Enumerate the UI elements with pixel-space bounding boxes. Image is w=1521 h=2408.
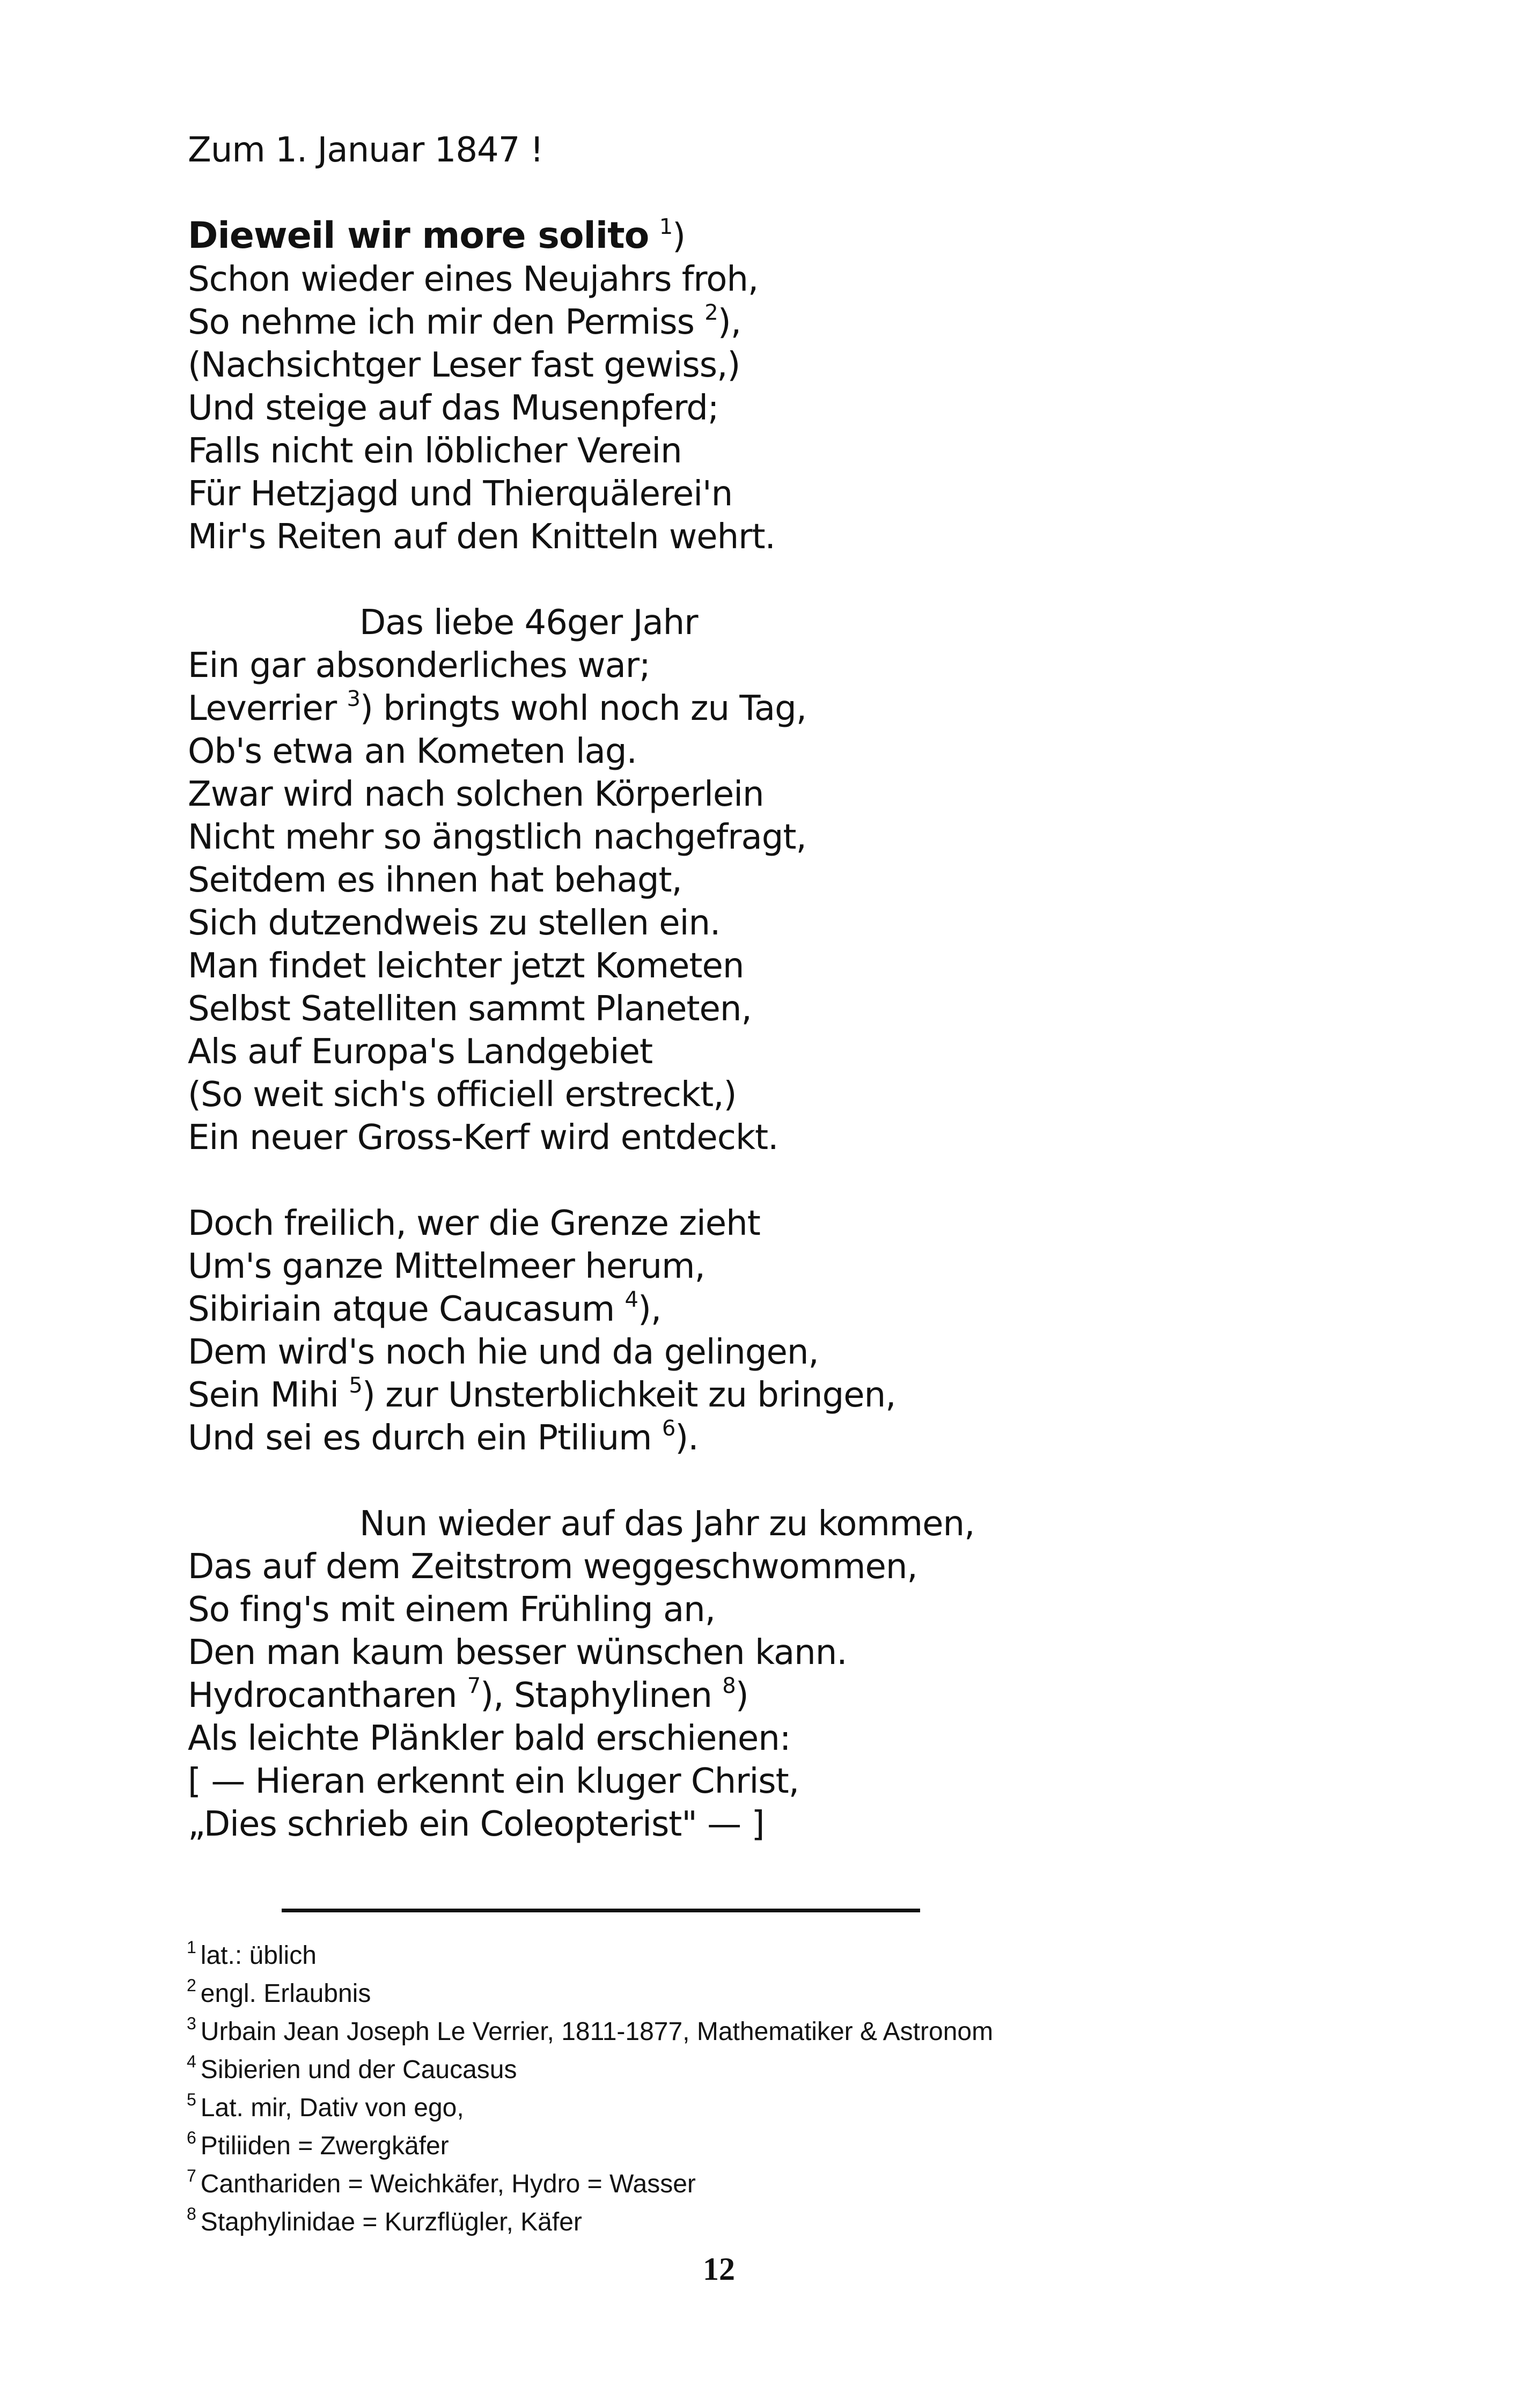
verse-line — [188, 1202, 1368, 1245]
verse-text: Als leichte Plänkler bald erschienen: — [188, 1719, 791, 1758]
verse-line — [188, 687, 1368, 730]
verse-text: „Dies schrieb ein Coleopterist" — ] — [188, 1805, 765, 1844]
verse-line — [188, 601, 1368, 644]
poem-body — [188, 129, 1368, 1846]
verse-text: ), — [717, 303, 741, 342]
footnote-item — [187, 2165, 1421, 2203]
footnote-text: engl. Erlaubnis — [200, 1979, 371, 2008]
footnote-ref: 5 — [349, 1373, 362, 1398]
footnote-number: 5 — [187, 2090, 196, 2109]
verse-line — [188, 1503, 1368, 1545]
footnote-item — [187, 2127, 1421, 2165]
verse-text: Sich dutzendweis zu stellen ein. — [188, 903, 721, 943]
verse-text: Sibiriain atque Caucasum — [188, 1290, 625, 1329]
footnote-ref: 4 — [624, 1287, 638, 1312]
verse-text: Doch freilich, wer die Grenze zieht — [188, 1204, 760, 1243]
poem-heading — [188, 215, 1368, 258]
footnote-item — [187, 2203, 1421, 2241]
verse-line — [188, 1803, 1368, 1846]
footnote-number: 6 — [187, 2128, 196, 2147]
footnote-number: 4 — [187, 2052, 196, 2071]
footnote-item — [187, 2013, 1421, 2051]
page-number: 12 — [703, 2251, 735, 2287]
verse-line — [188, 1288, 1368, 1331]
verse-line — [188, 730, 1368, 773]
verse-line — [188, 516, 1368, 558]
verse-line — [188, 1674, 1368, 1717]
verse-text: Und steige auf das Musenpferd; — [188, 388, 719, 428]
stanza-1 — [188, 258, 1368, 558]
footnote-text: Lat. mir, Dativ von ego, — [200, 2094, 464, 2122]
verse-line — [188, 816, 1368, 859]
footnote-separator — [282, 1909, 920, 1912]
verse-line — [188, 473, 1368, 516]
verse-line — [188, 1331, 1368, 1374]
footnote-item — [187, 2089, 1421, 2127]
verse-line — [188, 1030, 1368, 1073]
verse-line — [188, 344, 1368, 387]
verse-line — [188, 1588, 1368, 1631]
blank-line — [188, 1460, 1368, 1503]
verse-line — [188, 1073, 1368, 1116]
verse-text: (Nachsichtger Leser fast gewiss,) — [188, 345, 740, 385]
footnote-number: 1 — [187, 1938, 196, 1957]
verse-line — [188, 1417, 1368, 1460]
footnote-text: Sibierien und der Caucasus — [200, 2056, 517, 2084]
verse-line — [188, 945, 1368, 988]
footnote-ref: 8 — [722, 1674, 736, 1698]
verse-line — [188, 1116, 1368, 1159]
blank-line — [188, 558, 1368, 601]
verse-text: ), — [637, 1290, 662, 1329]
verse-text: Ein neuer Gross-Kerf wird entdeckt. — [188, 1118, 778, 1158]
stanza-2 — [188, 601, 1368, 1159]
verse-text: (So weit sich's officiell erstreckt,) — [188, 1075, 737, 1115]
verse-text: Nicht mehr so ängstlich nachgefragt, — [188, 818, 806, 857]
verse-line — [188, 1245, 1368, 1288]
verse-text: Das liebe 46ger Jahr — [359, 603, 698, 643]
footnote-item — [187, 1936, 1421, 1975]
verse-text: Ob's etwa an Kometen lag. — [188, 732, 637, 771]
verse-text: Das auf dem Zeitstrom weggeschwommen, — [188, 1547, 917, 1587]
verse-line — [188, 859, 1368, 902]
footnote-ref: 1 — [659, 215, 673, 239]
verse-text: Zwar wird nach solchen Körperlein — [188, 775, 764, 814]
verse-text: Den man kaum besser wünschen kann. — [188, 1633, 847, 1673]
footnote-number: 2 — [187, 1976, 196, 1995]
verse-line — [188, 430, 1368, 473]
footnote-item — [187, 1975, 1421, 2013]
verse-line — [188, 301, 1368, 344]
verse-text: Seitdem es ihnen hat behagt, — [188, 860, 682, 900]
heading-text: Dieweil wir more solito — [188, 215, 649, 257]
footnote-text: Staphylinidae = Kurzflügler, Käfer — [200, 2208, 582, 2236]
verse-line — [188, 1374, 1368, 1417]
stanza-4 — [188, 1503, 1368, 1846]
footnotes — [187, 1936, 1421, 2241]
footnote-number: 8 — [187, 2204, 196, 2223]
footnote-ref: 2 — [704, 300, 718, 325]
verse-text: Ein gar absonderliches war; — [188, 646, 650, 686]
footnote-ref: 3 — [347, 687, 360, 711]
stanza-3 — [188, 1202, 1368, 1460]
heading-after: ) — [672, 217, 686, 256]
verse-text: Für Hetzjagd und Thierquälerei'n — [188, 474, 733, 514]
verse-text: Leverrier — [188, 689, 347, 728]
footnote-text: Canthariden = Weichkäfer, Hydro = Wasser — [200, 2170, 696, 2198]
blank-line — [188, 172, 1368, 215]
verse-text: ), Staphylinen — [480, 1676, 723, 1715]
verse-text: Selbst Satelliten sammt Planeten, — [188, 989, 752, 1029]
verse-text: ) bringts wohl noch zu Tag, — [359, 689, 807, 728]
verse-line — [188, 1717, 1368, 1760]
verse-text: Als auf Europa's Landgebiet — [188, 1032, 653, 1072]
verse-text: Mir's Reiten auf den Knitteln wehrt. — [188, 517, 775, 557]
verse-line — [188, 988, 1368, 1030]
verse-text: Dem wird's noch hie und da gelingen, — [188, 1332, 819, 1372]
footnote-text: Ptiliiden = Zwergkäfer — [200, 2132, 449, 2160]
verse-text: ) zur Unsterblichkeit zu bringen, — [362, 1375, 896, 1415]
footnote-number: 3 — [187, 2014, 196, 2033]
verse-line — [188, 1545, 1368, 1588]
verse-text: ). — [675, 1418, 699, 1458]
footnote-ref: 7 — [467, 1674, 481, 1698]
verse-text: So fing's mit einem Frühling an, — [188, 1590, 716, 1630]
footnote-text: lat.: üblich — [200, 1941, 317, 1970]
verse-text: ) — [735, 1676, 748, 1715]
verse-line — [188, 902, 1368, 945]
verse-text: Man findet leichter jetzt Kometen — [188, 946, 744, 986]
verse-line — [188, 1760, 1368, 1803]
verse-text: Schon wieder eines Neujahrs froh, — [188, 260, 759, 299]
verse-text: Sein Mihi — [188, 1375, 349, 1415]
verse-text: Hydrocantharen — [188, 1676, 467, 1715]
verse-line — [188, 387, 1368, 430]
verse-text: [ — Hieran erkennt ein kluger Christ, — [188, 1762, 799, 1801]
verse-line — [188, 773, 1368, 816]
footnote-number: 7 — [187, 2166, 196, 2185]
footnote-text: Urbain Jean Joseph Le Verrier, 1811-1877, Mathematiker & Astronom — [200, 2017, 994, 2046]
verse-line — [188, 1631, 1368, 1674]
verse-text: So nehme ich mir den Permiss — [188, 303, 705, 342]
footnote-item — [187, 2051, 1421, 2089]
verse-line — [188, 258, 1368, 301]
verse-text: Und sei es durch ein Ptilium — [188, 1418, 662, 1458]
date-line: Zum 1. Januar 1847 ! — [188, 130, 543, 170]
verse-text: Falls nicht ein löblicher Verein — [188, 431, 682, 471]
verse-text: Um's ganze Mittelmeer herum, — [188, 1247, 705, 1286]
verse-line — [188, 644, 1368, 687]
blank-line — [188, 1159, 1368, 1202]
verse-text: Nun wieder auf das Jahr zu kommen, — [359, 1504, 975, 1544]
footnote-ref: 6 — [662, 1416, 675, 1441]
